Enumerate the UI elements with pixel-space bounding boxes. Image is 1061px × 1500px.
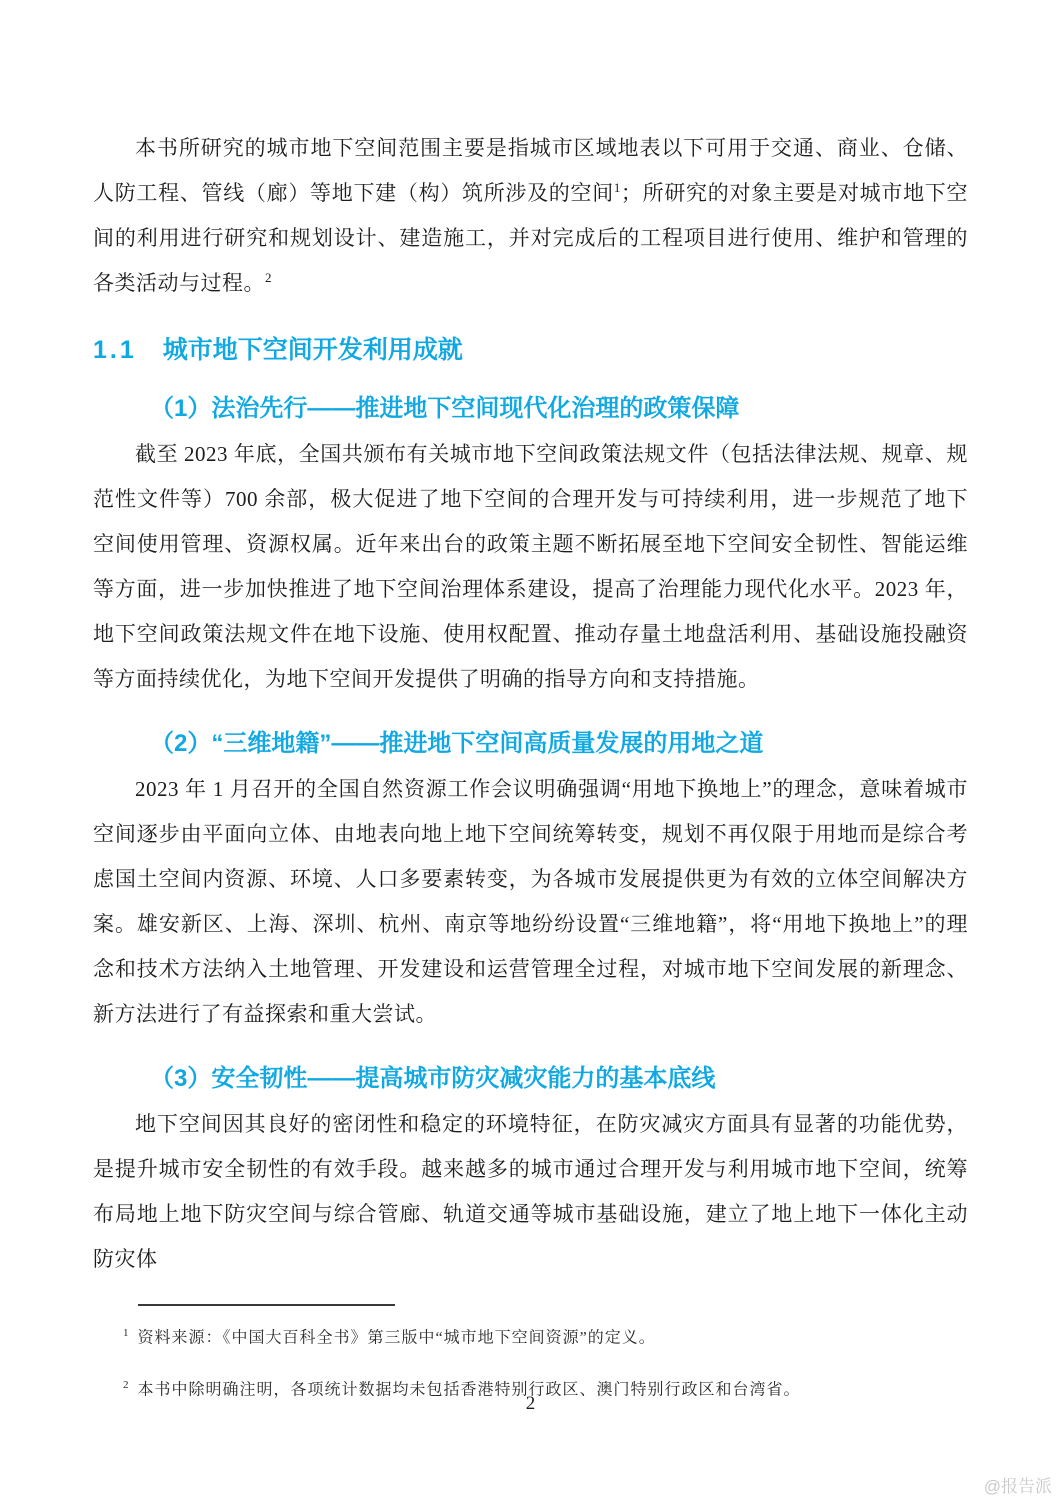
section-heading-1-1 [93,333,968,367]
footnote-ref-1: 1 [613,180,621,195]
section-title: 城市地下空间开发利用成就 [162,336,463,364]
watermark: @报告派 [983,1477,1052,1496]
subsection-body-3: 地下空间因其良好的密闭性和稳定的环境特征，在防灾减灾方面具有显著的功能优势，是提升城市安全韧性的有效手段。越来越多的城市通过合理开发与利用城市地下空间，统筹布局地上地下防灾空间与综合管廊、轨道交通等城市基础设施，建立了地上地下一体化主动防灾体 [93,1112,968,1271]
footnote-1-text: 资料来源：《中国大百科全书》第三版中“城市地下空间资源”的定义。 [137,1329,656,1347]
intro-text-part2: ；所研究的对象主要是对城市地下空间的利用进行研究和规划设计、建造施工，并对完成后的工程项目进行使用、维护和管理的各类活动与过程。 [93,181,968,295]
subsection-body-1: 截至 2023 年底，全国共颁布有关城市地下空间政策法规文件（包括法律法规、规章、规范性文件等）700 余部，极大促进了地下空间的合理开发与可持续利用，进一步规范了地下空间使用管理、资源权属。近年来出台的政策主题不断拓展至地下空间安全韧性、智能运维等方面，进一步加快推进了地下空间治理体系建设，提高了治理能力现代化水平。2023 年，地下空间政策法规文件在地下设施、使用权配置、推动存量土地盘活利用、基础设施投融资等方面持续优化，为地下空间开发提供了明确的指导方向和支持措施。 [93,442,968,691]
footnote-separator [138,1304,395,1306]
subsection-heading-2: （2）“三维地籍”——推进地下空间高质量发展的用地之道 [150,730,764,757]
footnote-ref-2: 2 [265,270,272,285]
intro-paragraph [93,126,968,306]
subsection-heading-3: （3）安全韧性——提高城市防灾减灾能力的基本底线 [150,1065,716,1092]
footnote-1 [123,1322,968,1349]
footnote-1-marker: 1 [123,1327,130,1339]
subsection-heading-1: （1）法治先行——推进地下空间现代化治理的政策保障 [150,395,740,422]
subsection-body-2: 2023 年 1 月召开的全国自然资源工作会议明确强调“用地下换地上”的理念，意味着城市空间逐步由平面向立体、由地表向地上地下空间统筹转变，规划不再仅限于用地而是综合考虑国土空间内资源、环境、人口多要素转变，为各城市发展提供更为有效的立体空间解决方案。雄安新区、上海、深圳、杭州、南京等地纷纷设置“三维地籍”，将“用地下换地上”的理念和技术方法纳入土地管理、开发建设和运营管理全过程，对城市地下空间发展的新理念、新方法进行了有益探索和重大尝试。 [93,777,968,1026]
footnote-2-marker: 2 [123,1379,130,1392]
section-number: 1.1 [93,336,137,364]
page-number: 2 [525,1393,536,1414]
intro-text-part1: 本书所研究的城市地下空间范围主要是指城市区域地表以下可用于交通、商业、仓储、人防工程、管线（廊）等地下建（构）筑所涉及的空间 [93,136,968,205]
footnote-2-text: 本书中除明确注明，各项统计数据均未包括香港特别行政区、澳门特别行政区和台湾省。 [137,1381,801,1399]
